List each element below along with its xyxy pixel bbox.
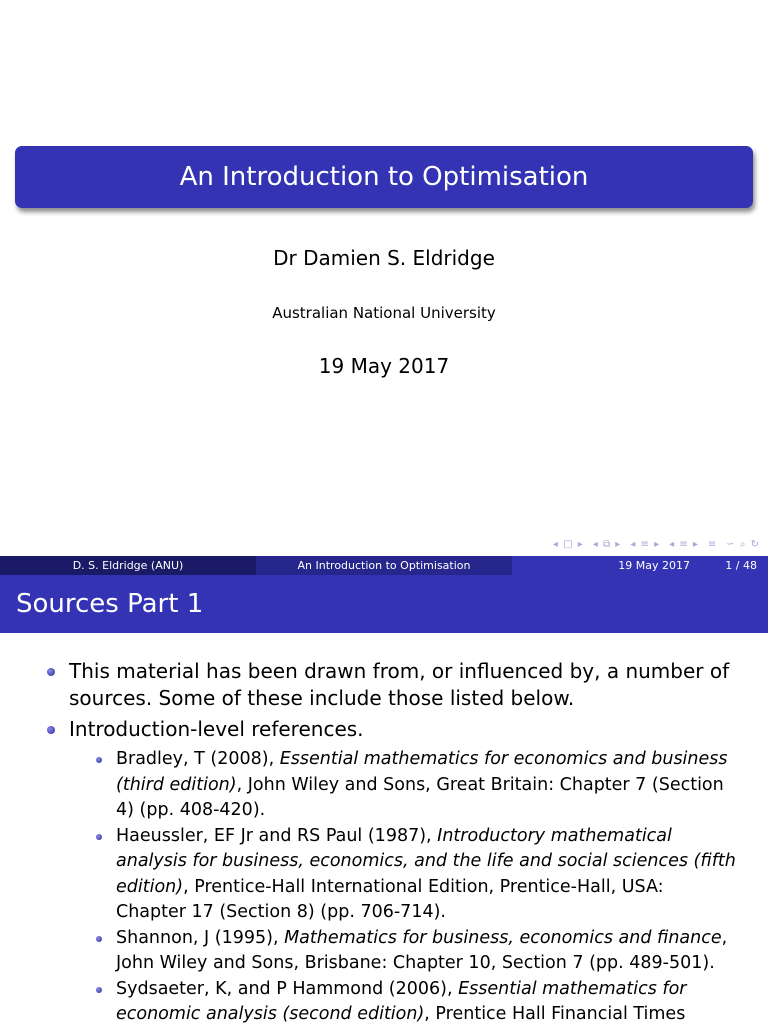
sub-bullet-icon: [96, 987, 102, 993]
reference-title: Essential mathematics for economic analysis (second edition): [116, 978, 687, 1024]
reference-author: Sydsaeter, K, and P Hammond (2006),: [116, 978, 459, 999]
reference-title: Mathematics for business, economics and finance: [284, 927, 722, 948]
footer-author-text: D. S. Eldridge (ANU): [72, 559, 184, 572]
footer-author: [0, 556, 256, 575]
list-item: [0, 716, 768, 743]
beamer-navigation[interactable]: [553, 539, 760, 550]
presentation-title: An Introduction to Optimisation: [179, 162, 589, 192]
sub-bullet-icon: [96, 936, 102, 942]
nav-outline-icon[interactable]: ≡: [707, 539, 718, 550]
bullet-text: Introduction-level references.: [69, 717, 364, 741]
reference-details: , John Wiley and Sons, Great Britain: Chapter 7 (Section 4) (pp. 408-420).: [116, 774, 724, 820]
author-name: Dr Damien S. Eldridge: [273, 246, 495, 270]
footline: [0, 556, 768, 575]
reference-item: [0, 747, 768, 824]
list-item: [0, 658, 768, 712]
footer-page-number: 1 / 48: [725, 559, 757, 572]
presentation-title-box: [15, 146, 753, 208]
reference-title: Introductory mathematical analysis for business, economics, and the life and social sciences (fifth edition): [116, 825, 736, 897]
reference-title: Essential mathematics for economics and business (third edition): [116, 749, 728, 795]
sub-bullet-icon: [96, 757, 102, 763]
nav-search-icon[interactable]: ∽ ⌕ ↻: [726, 539, 760, 550]
footer-date: 19 May 2017: [618, 559, 690, 572]
institution: Australian National University: [272, 304, 496, 322]
footer-title: [256, 556, 512, 575]
sources-frame-title: [0, 575, 768, 633]
footer-date-page: [512, 556, 768, 575]
reference-details: , Prentice Hall Financial Times: [424, 1004, 686, 1024]
nav-section-alt-icon[interactable]: ◂ ≡ ▸: [669, 539, 699, 550]
sources-content: [0, 658, 768, 1028]
reference-details: , Prentice-Hall International Edition, Prentice-Hall, USA: Chapter 17 (Section 8) (pp. 706-714).: [116, 876, 664, 922]
reference-item: [0, 977, 768, 1028]
reference-details: , John Wiley and Sons, Brisbane: Chapter 10, Section 7 (pp. 489-501).: [116, 927, 728, 973]
reference-author: Haeussler, EF Jr and RS Paul (1987),: [116, 825, 438, 846]
bullet-icon: [47, 668, 55, 676]
reference-item: [0, 824, 768, 926]
reference-author: Bradley, T (2008),: [116, 749, 280, 769]
footer-title-text: An Introduction to Optimisation: [297, 559, 471, 572]
frame-title-text: Sources Part 1: [16, 589, 204, 619]
reference-item: [0, 926, 768, 977]
nav-frame-icon[interactable]: ◂ □ ▸: [552, 539, 584, 550]
presentation-date: 19 May 2017: [318, 354, 450, 378]
nav-section-icon[interactable]: ◂ ≡ ▸: [630, 539, 661, 550]
bullet-icon: [47, 726, 55, 734]
nav-subsection-icon[interactable]: ◂ ⧉ ▸: [592, 539, 622, 550]
reference-author: Shannon, J (1995),: [116, 927, 285, 948]
bullet-text: This material has been drawn from, or influenced by, a number of sources. Some of these include those listed below.: [69, 659, 730, 710]
sub-bullet-icon: [96, 834, 102, 840]
